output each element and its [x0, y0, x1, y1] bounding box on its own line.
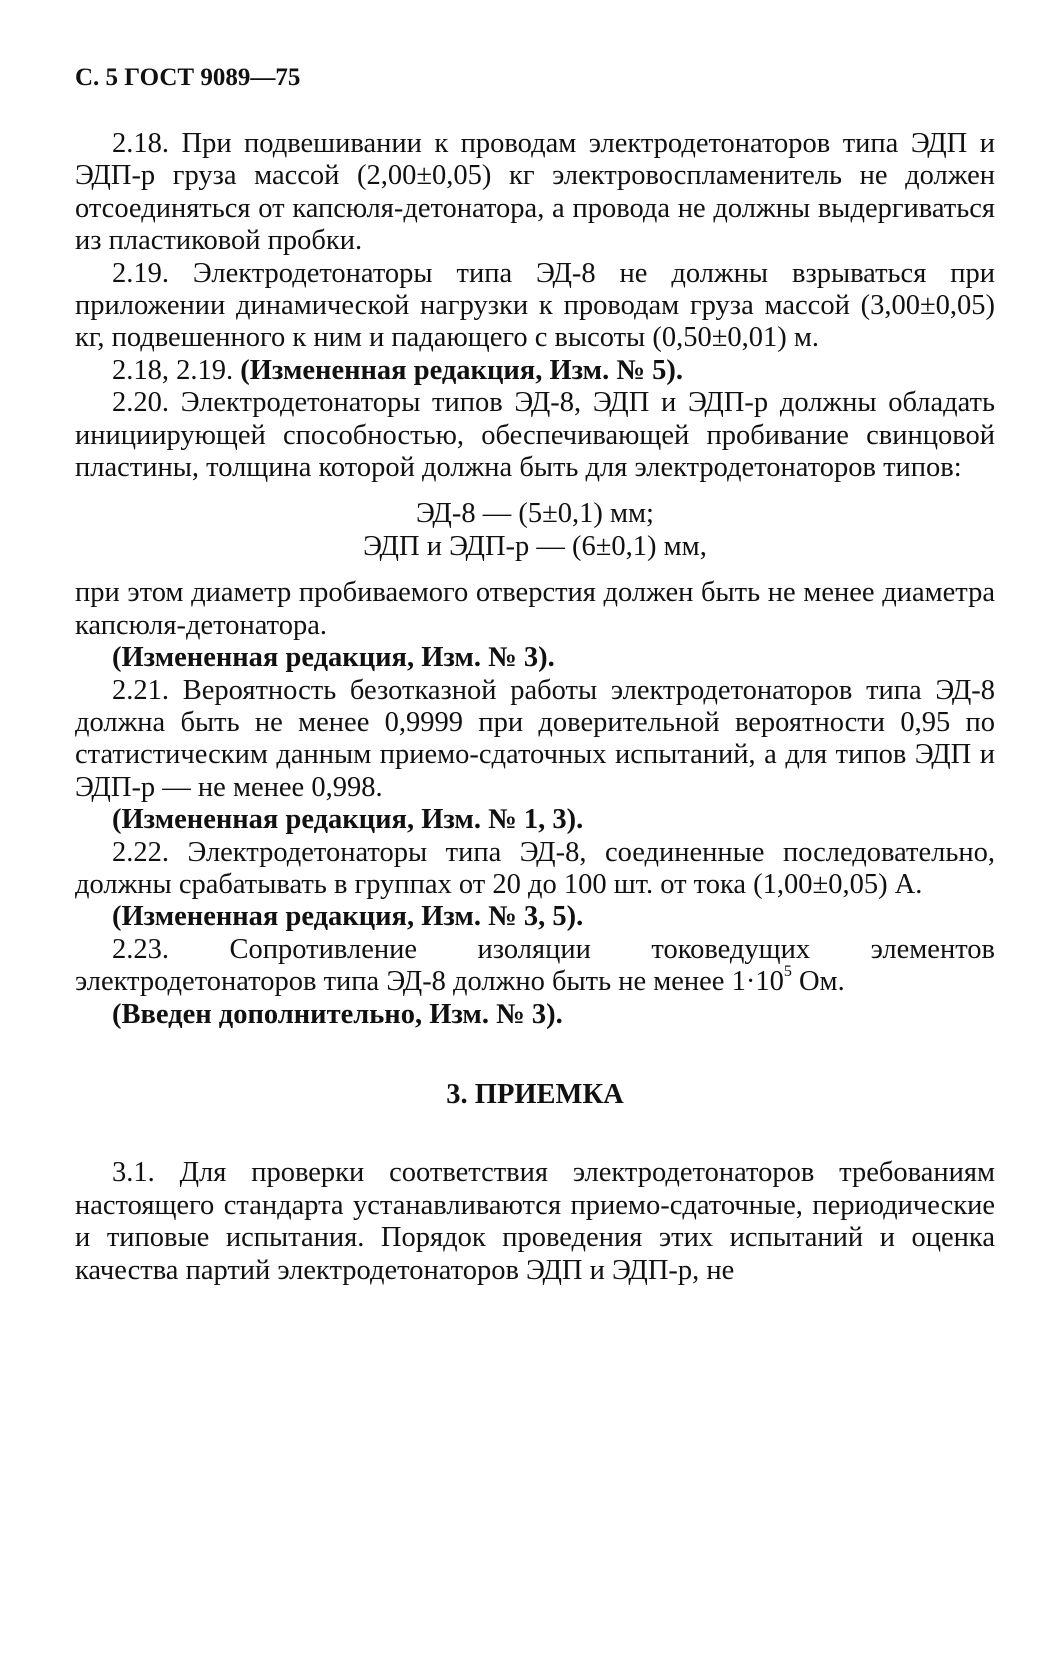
document-body — [75, 128, 995, 1287]
amendment-note-2-21: (Измененная редакция, Изм. № 1, 3). — [112, 804, 584, 836]
amendment-note: (Измененная редакция, Изм. № 5). — [240, 354, 683, 386]
paragraph-2-23-unit: Ом. — [791, 966, 845, 998]
paragraph-2-23-text: 2.23. Сопротивление изоляции токоведущих элементов электродетонаторов типа ЭД-8 должно быть не менее 1·10 — [75, 933, 995, 998]
amendment-note-2-20: (Измененная редакция, Изм. № 3). — [112, 642, 555, 674]
formula-ed8: ЭД-8 — (5±0,1) мм; — [416, 498, 654, 530]
paragraph-2-21: 2.21. Вероятность безотказной работы электродетонаторов типа ЭД-8 должна быть не менее 0,9999 при доверительной вероятности 0,95 по статистическим данным приемо-сдаточных испытаний, а для типов ЭДП и ЭДП-р — не менее 0,998. — [75, 674, 995, 803]
paragraph-2-20-continuation: при этом диаметр пробиваемого отверстия должен быть не менее диаметра капсюля-детонатора. — [75, 577, 995, 641]
paragraph-2-18-2-19-note — [75, 355, 995, 387]
paragraph-2-23 — [75, 934, 995, 999]
amendment-note-2-22: (Измененная редакция, Изм. № 3, 5). — [112, 901, 584, 933]
paragraph-3-1: 3.1. Для проверки соответствия электродетонаторов требованиям настоящего стандарта устанавливаются приемо-сдаточные, периодические и типовые испытания. Порядок проведения этих испытаний и оценка качества партий электродетонаторов ЭДП и ЭДП-р, не — [75, 1157, 995, 1286]
exponent: 5 — [783, 962, 792, 980]
page-header: С. 5 ГОСТ 9089—75 — [75, 64, 301, 91]
note-prefix: 2.18, 2.19. — [112, 354, 241, 386]
amendment-note-2-23: (Введен дополнительно, Изм. № 3). — [112, 998, 563, 1030]
paragraph-2-20: 2.20. Электродетонаторы типов ЭД-8, ЭДП и ЭДП-р должны обладать инициирующей способностью, обеспечивающей пробивание свинцовой пластины, толщина которой должна быть для электродетонаторов типов: — [75, 387, 995, 484]
section-title: 3. ПРИЕМКА — [446, 1078, 624, 1110]
paragraph-2-19: 2.19. Электродетонаторы типа ЭД-8 не должны взрываться при приложении динамической нагрузки к проводам груза массой (3,00±0,05) кг, подвешенного к ним и падающего с высоты (0,50±0,01) м. — [75, 257, 995, 354]
paragraph-2-22: 2.22. Электродетонаторы типа ЭД-8, соединенные последовательно, должны срабатывать в группах от 20 до 100 шт. от тока (1,00±0,05) А. — [75, 836, 995, 900]
formula-edp: ЭДП и ЭДП-р — (6±0,1) мм, — [363, 530, 707, 562]
paragraph-2-18: 2.18. При подвешивании к проводам электродетонаторов типа ЭДП и ЭДП-р груза массой (2,00±0,05) кг электровоспламенитель не должен отсоединяться от капсюля-детонатора, а провода не должны выдергиваться из пластиковой пробки. — [75, 128, 995, 257]
